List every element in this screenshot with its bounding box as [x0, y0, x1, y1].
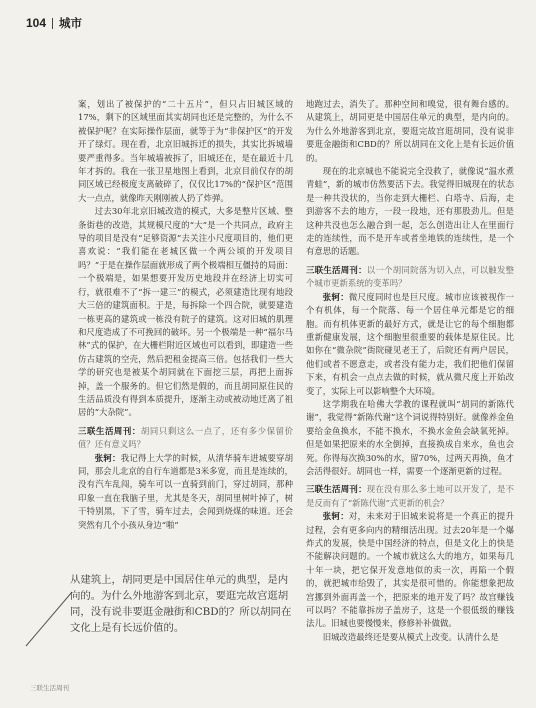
answer-text: 对，未来对于旧城来说将是一个真正的提升过程，会有更多向内的精细活出现。过去20年是一个爆炸式的发展，快是中国经济的特点，但是文化上的快是不能解决问题的。一个城市就这么大的地方，如果每几十年一块，把它保开发意地似的卖一次，再陷一个假的，就把城市给毁了，其实是很可惜的。你能想象把故宫挪到外面再盖一个，把原来的地开发了吗？故宫赚钱可以吗？不能靠拆房子盖房子，这是一个很低级的赚钱法儿。旧城也要慢慢来，修修补补做做。	[306, 511, 515, 629]
question-label: 三联生活周刊：	[78, 425, 141, 436]
answer-text: 微尺度同时也是巨尺度。城市应该被视作一个有机体，每一个院落、每一个居住单元都是它的细胞。而有机体更新的最好方式，就是让它的每个细胞都重新健康发展，这个细胞里很重要的载体是原住民。比如你在“微杂院”街院碰见老王了，后院还有两户居民，他们或者不愿意走，或者没有能力走，我们把他们保留下来，有机会一点点去做的时候，就从微尺度上开始改变了，实际上可以影响整个大环境。	[306, 291, 515, 396]
speaker-label: 张轲：	[322, 511, 349, 522]
question-label: 三联生活周刊：	[306, 484, 367, 495]
speaker-label: 张轲：	[94, 452, 121, 463]
speaker-label: 张轲：	[322, 291, 349, 302]
paragraph: 现在的北京城也不能说完全没救了，就像说“温水煮青蛙”，新的城市仿然要活下去。我觉得旧城现在的状态是一种共没状的，当你走到大栅栏、白塔寺、后海，走到游客不去的地方，一段一段地，还有那股劲儿。但是这种共没也怎么融合到一起，怎么创造出让人在里面行走的连续性，而不是开车或者坐地铁的连续性，是一个有意思的话题。	[306, 166, 514, 257]
question-text: 胡同只剩这么一点了，还有多少保留价值？还有意义吗？	[78, 425, 294, 450]
pull-quote: 从建筑上，胡同更是中国居住单元的典型，是内向的。为什么外地游客到北京，要逛完故宫逛胡同，没有说非要逛金融街和CBD的？所以胡同在文化上是有长远价值的。	[70, 574, 292, 634]
header-divider	[52, 18, 53, 29]
paragraph: 地跑过去，消失了。那种空间和嗅觉，很有舞台感的。从建筑上，胡同更是中国居住单元的典型，是内向的。为什么外地游客到北京，要逛完故宫逛胡同，没有说非要逛金融街和CBD的？所以胡同在文化上是有长远价值的。	[306, 99, 514, 163]
paragraph: 过去30年北京旧城改造的模式，大多是整片区域、整条街巷的改造，其规模尺度的“大”是一个共同点，政府主导的项目是没有“足够资源”去关注小尺度项目的，他们更喜欢说：“我们能在老城区做一个两公顷的开发项目吗？”于是在操作层面就形成了两个极端相互僵持的局面：一个极端是，如果想要开发历史地段并在经济上切实可行，就很难不了“拆一建三”的模式，必须建造比现有地段大三倍的建筑面积。于是，每拆除一个四合院，就要建造一栋更高的建筑或一栋没有院子的建筑。这对旧城的肌理和尺度造成了不可挽回的破坏。另一个极端是一种“福尔马林”式的保护，在大栅栏附近区域也可以看到，即建造一些仿古建筑的空壳，然后把租金提高三倍。包括我们一些大学的研究也是被某个胡同就在下面挖三层，再把上面拆掉，盖一个服务的。但它们然是假的，而且胡同原住民的生活品质没有得到本质提升，逐渐主动或被动地迁离了祖居的“大杂院”。	[78, 206, 293, 418]
pull-quote-line	[22, 590, 74, 648]
interview-question	[306, 483, 514, 510]
paragraph: 旧城改造最终还是要从模式上改变。认清什么是	[322, 631, 499, 642]
page-header	[26, 14, 82, 32]
paragraph: 案，划出了被保护的“二十五片”，但只占旧城区域的17%，剩下的区域里面其实胡同也还是完整的，为什么不被保护呢？在实际操作层面，就等于为“非保护区”的开发开了绿灯。现在看，北京旧城拆迁的损失，其实比拆城墙要严重得多。当年城墙被拆了，旧城还在，是在最近十几年才拆的。我在一张卫星地图上看到，北京目前仅存的胡同区域已经极度支离破碎了，仅仅比17%的“保护区”范围大一点点，就像昨天刚刚被人扔了炸弹。	[78, 99, 293, 203]
left-column	[78, 98, 293, 532]
right-column	[306, 98, 514, 644]
question-label: 三联生活周刊：	[306, 264, 367, 275]
page-number: 104	[26, 16, 47, 30]
interview-question	[306, 264, 514, 291]
interview-question	[78, 425, 293, 452]
paragraph: 这学期我在哈佛大学教的课程就叫“胡同的新陈代谢”，我觉得“新陈代谢”这个词说得特别好。就像养金鱼要给金鱼换水，不能不换水，不换水金鱼会缺氧死掉。但是如果把原来的水全倒掉，直接换成自来水，鱼也会死。你得每次换30%的水，留70%，过两天再换，鱼才会活得很好。胡同也一样，需要一个逐渐更新的过程。	[306, 398, 514, 476]
question-text: 以一个胡同院落为切入点，可以触发整个城市更新系统的变革吗？	[306, 264, 515, 289]
footer-brand: 三联生活周刊	[30, 685, 69, 692]
section-title: 城市	[59, 18, 83, 30]
question-text: 现在没有那么多土地可以开发了，是不是反而有了“新陈代谢”式更新的机会？	[306, 484, 515, 508]
interview-answer	[306, 291, 514, 398]
interview-answer	[78, 452, 293, 532]
interview-answer	[306, 510, 514, 631]
answer-text: 我记得上大学的时候，从清华骑车进城要穿胡同，那会儿北京的自行车道都是3米多宽，而且是连续的，没有汽车乱闯，骑车可以一直骑到前门，穿过胡同，那种印象一直在我脑子里，尤其是冬天，胡同里树叶掉了，树干特别黑，下了雪，骑车过去，会闻到烧煤的味道。还会突然有几个小孩从身边“啪”	[78, 452, 294, 530]
